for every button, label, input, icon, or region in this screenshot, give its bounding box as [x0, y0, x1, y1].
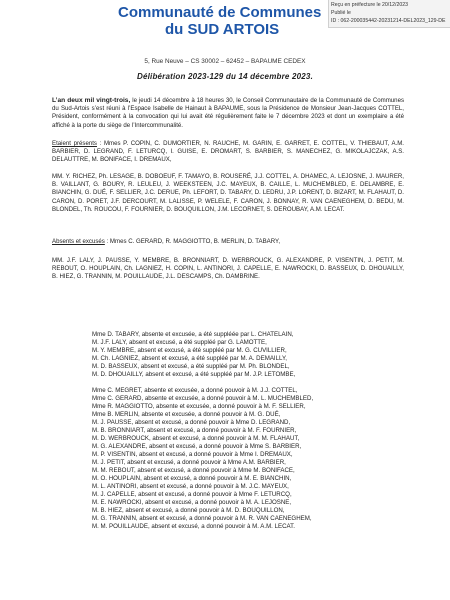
- intro-text: le jeudi 14 décembre à 18 heures 30, le Conseil Communautaire de la Communauté de Communes du Sud-Artois s’est réuni à l’Espace Isabelle de Hainaut à BAPAUME, sous la Présidence de Monsieur Jean-Jacques COTTEL, Président, conformément à la convocation qui lui avait été régulièrement faite le 7 décembre 2023 et dont un exemplaire a été affiché à la porte du siège de l’Intercommunalité.: [52, 97, 405, 129]
- proxy-row: Mme C. GERARD, absente et excusée, a donné pouvoir à M. L. MUCHEMBLED,: [92, 395, 314, 402]
- absents-men-paragraph: MM. J.F. LALY, J. PAUSSE, Y. MEMBRE, B. BRONNIART, D. WERBROUCK, G. ALEXANDRE, P. VISENTIN, J. PETIT, M. REBOUT, O. HOUPLAIN, Ch. LAGNIEZ, H. COPIN, L. ANTINORI, J. CAPELLE, E. NAWROCKI, D. BASSEUX, D. DHOUAILLY, B. HIEZ, G. TRANNIN, M. POUILLAUDE, J.L. DESCAMPS, Ch. DAMBRINE.: [52, 257, 404, 281]
- stamp-published-line: Publié le: [331, 10, 351, 16]
- prefecture-stamp: [328, 0, 450, 28]
- proxy-row: M. B. BRONNIART, absent et excusé, a donné pouvoir à M. F. FOURNIER,: [92, 427, 297, 434]
- proxy-row: M. J. PAUSSE, absent et excusé, a donné pouvoir à Mme D. LEGRAND,: [92, 419, 291, 426]
- organization-subtitle: du SUD ARTOIS: [165, 21, 280, 38]
- substitutes-and-proxies-list: [92, 331, 392, 531]
- presents-men-paragraph: MM. Y. RICHEZ, Ph. LESAGE, B. DOBOEUF, F. TAMAYO, B. ROUSERÉ, J.J. COTTEL, A. DHAMEC, A. LEJOSNE, J. MAURER, B. VAILLANT, G. BOURY, R. LEULEU, J. WEEKSTEEN, J.C. MAYEUX, B. CAILLE, L. MUCHEMBLED, E. DELAMBRE, E. BIANCHIN, G. DUÉ, F. SELLIER, J.C. DERUE, Ph. LEFORT, D. TABARY, D. LEDRU, J.P. LORENT, D. BIZART, M. FLAHAUT, D. CARON, D. PORET, J.F. DERCOURT, M. LALISSE, P. WELELE, F. CARON, J. BONNAY, R. VAN CAENEGHEM, D. BEDU, M. BLONDEL, Th. ROUCOU, F. FOURNIER, D. BOUQUILLON, J.M. LECORNET, S. DEROUBAY, A.M. LECAT.: [52, 173, 404, 213]
- absents-women-list: : Mmes C. GERARD, R. MAGGIOTTO, B. MERLIN, D. TABARY,: [104, 238, 281, 245]
- absents-label: Absents et excusés: [52, 238, 105, 245]
- substitute-row: M. J.F. LALY, absent et excusé, a été suppléé par G. LAMOTTE,: [92, 339, 267, 346]
- deliberation-heading: Délibération 2023-129 du 14 décembre 2023.: [136, 72, 314, 81]
- absents-women-paragraph: [52, 238, 404, 246]
- proxy-row: M. L. ANTINORI, absent et excusé, a donné pouvoir à M. J.C. MAYEUX,: [92, 483, 289, 490]
- proxy-row: Mme R. MAGGIOTTO, absente et excusée, a donné pouvoir à M. F. SELLIER,: [92, 403, 306, 410]
- presents-women-list: : Mmes P. COPIN, C. DUMORTIER, N. RAUCHE, M. GARIN, E. GARRET, E. COTTEL, V. THIEBAUT, A.M. BARBIER, D. LEGRAND, F. LETURCQ, I. GUISE, E. DROMART, S. BARBIER, S. MANECHEZ, G. MIKOLAJCZAK, A.S. DELAUTTRE, M. BONIFACE, I. DREMAUX,: [52, 140, 404, 164]
- substitute-row: M. D. BASSEUX, absent et excusé, a été suppléé par M. Ph. BLONDEL,: [92, 363, 290, 370]
- list-spacer: [92, 379, 392, 387]
- stamp-received-line: Reçu en préfecture le 20/12/2023: [331, 2, 409, 8]
- presents-women-paragraph: [52, 140, 404, 165]
- address-line: 5, Rue Neuve – CS 30002 – 62452 – BAPAUME CEDEX: [144, 58, 306, 65]
- proxy-row: M. B. HIEZ, absent et excusé, a donné pouvoir à M. D. BOUQUILLON,: [92, 507, 285, 514]
- proxy-row: Mme B. MERLIN, absente et excusée, a donné pouvoir à M. G. DUÉ,: [92, 411, 281, 418]
- intro-paragraph: [52, 97, 404, 130]
- proxy-row: Mme C. MEGRET, absente et excusée, a donné pouvoir à M. J.J. COTTEL,: [92, 387, 298, 394]
- proxy-row: M. E. NAWROCKI, absent et excusé, a donné pouvoir à M. A. LEJOSNE,: [92, 499, 292, 506]
- stamp-id-line: ID : 062-200035442-20231214-DEL2023_129-DE: [331, 18, 446, 24]
- proxy-row: M. G. TRANNIN, absent et excusé, a donné pouvoir à M. R. VAN CAENEGHEM,: [92, 515, 312, 522]
- proxy-row: M. J. PETIT, absent et excusé, a donné pouvoir à Mme A.M. BARBIER,: [92, 459, 286, 466]
- proxy-row: M. J. CAPELLE, absent et excusé, a donné pouvoir à Mme F. LETURCQ,: [92, 491, 292, 498]
- proxy-row: M. O. HOUPLAIN, absent et excusé, a donné pouvoir à M. E. BIANCHIN,: [92, 475, 292, 482]
- substitute-row: M. Y. MEMBRE, absent et excusé, a été suppléé par M. G. CUVILLIER,: [92, 347, 287, 354]
- substitute-row: M. Ch. LAGNIEZ, absent et excusé, a été suppléé par M. A. DEMAILLY,: [92, 355, 288, 362]
- proxy-row: M. G. ALEXANDRE, absent et excusé, a donné pouvoir à Mme S. BARBIER,: [92, 443, 302, 450]
- presents-label: Etaient présents: [52, 140, 97, 147]
- organization-title: Communauté de Communes: [118, 4, 322, 21]
- proxy-row: M. M. POUILLAUDE, absent et excusé, a donné pouvoir à M. A.M. LECAT.: [92, 523, 295, 530]
- proxy-row: M. P. VISENTIN, absent et excusé, a donné pouvoir à Mme I. DREMAUX,: [92, 451, 293, 458]
- proxy-row: M. D. WERBROUCK, absent et excusé, a donné pouvoir à M. M. FLAHAUT,: [92, 435, 300, 442]
- substitute-row: Mme D. TABARY, absente et excusée, a été suppléée par L. CHATELAIN,: [92, 331, 294, 338]
- substitute-row: M. D. DHOUAILLY, absent et excusé, a été suppléé par M. J.P. LETOMBE,: [92, 371, 296, 378]
- proxy-row: M. M. REBOUT, absent et excusé, a donné pouvoir à Mme M. BONIFACE,: [92, 467, 295, 474]
- intro-lead: L’an deux mil vingt-trois,: [52, 97, 131, 104]
